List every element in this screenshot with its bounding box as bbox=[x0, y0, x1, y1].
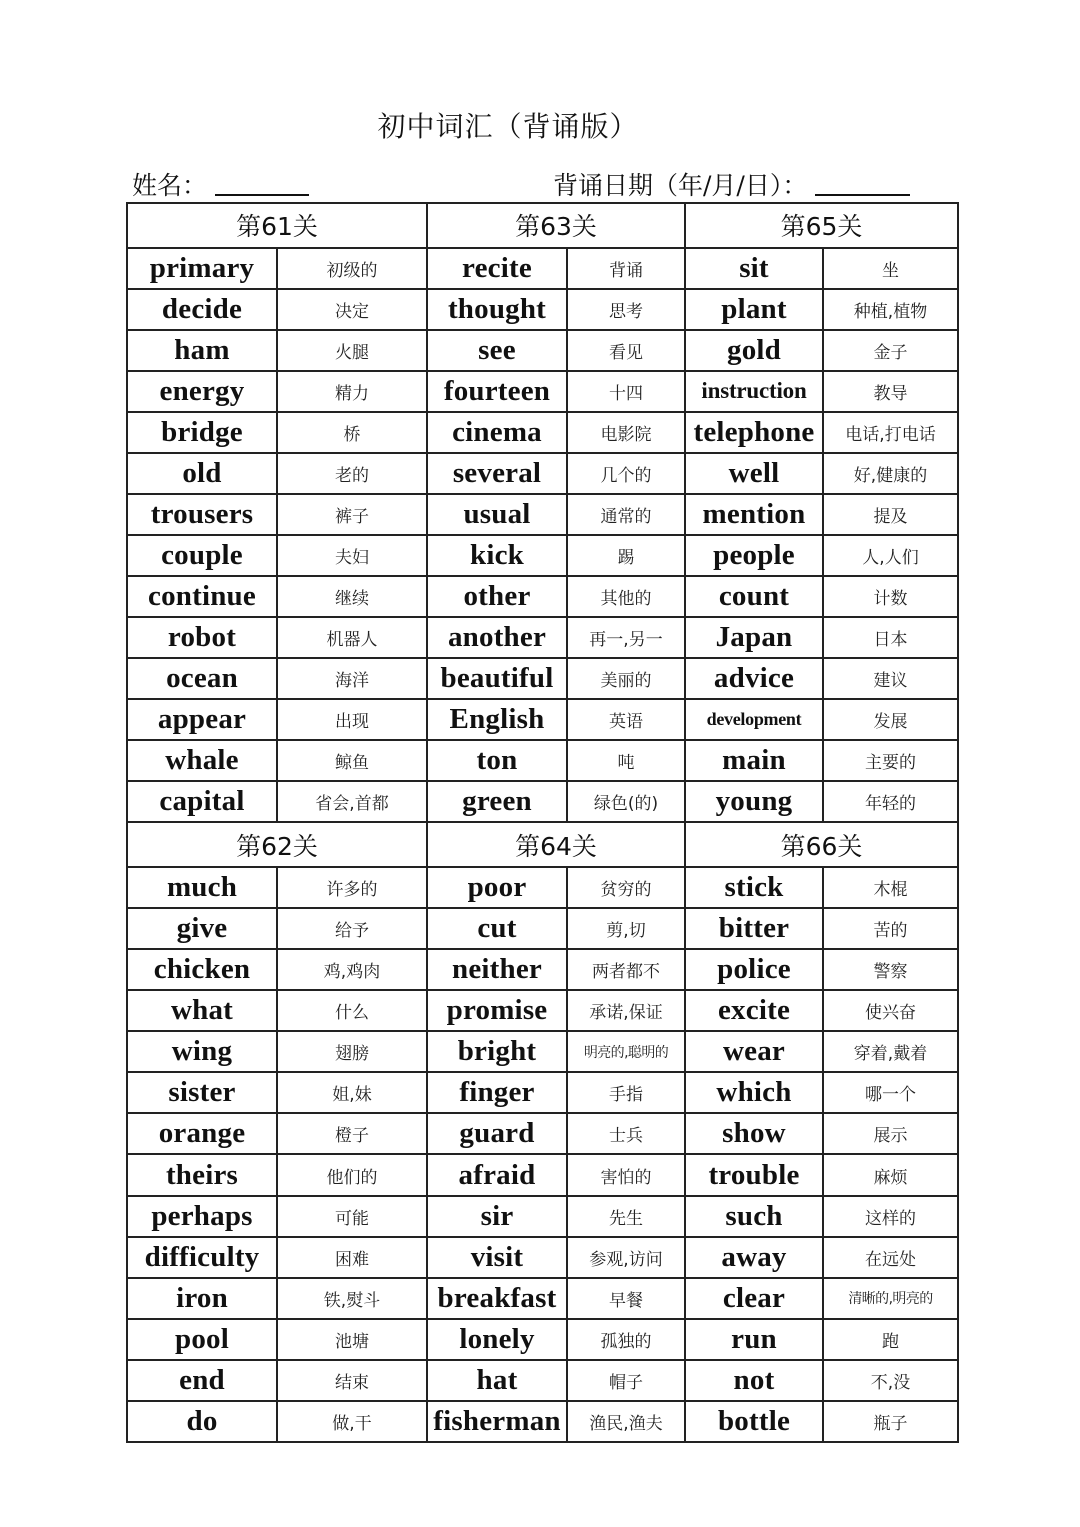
english-word: primary bbox=[127, 248, 277, 289]
table-row bbox=[127, 535, 958, 576]
english-word: what bbox=[127, 990, 277, 1031]
chinese-meaning: 木棍 bbox=[823, 867, 958, 908]
chinese-meaning: 做,干 bbox=[277, 1401, 427, 1442]
english-word: poor bbox=[427, 867, 567, 908]
english-word: instruction bbox=[685, 371, 823, 412]
chinese-meaning: 先生 bbox=[567, 1196, 685, 1237]
table-row bbox=[127, 1031, 958, 1072]
name-blank-line[interactable] bbox=[215, 194, 309, 196]
chinese-meaning: 桥 bbox=[277, 412, 427, 453]
english-word: end bbox=[127, 1360, 277, 1401]
table-row bbox=[127, 949, 958, 990]
english-word: sit bbox=[685, 248, 823, 289]
chinese-meaning: 精力 bbox=[277, 371, 427, 412]
chinese-meaning: 鸡,鸡肉 bbox=[277, 949, 427, 990]
chinese-meaning: 哪一个 bbox=[823, 1072, 958, 1113]
english-word: plant bbox=[685, 289, 823, 330]
chinese-meaning: 铁,熨斗 bbox=[277, 1278, 427, 1319]
english-word: young bbox=[685, 781, 823, 822]
table-row bbox=[127, 740, 958, 781]
english-word: telephone bbox=[685, 412, 823, 453]
chinese-meaning: 计数 bbox=[823, 576, 958, 617]
english-word: well bbox=[685, 453, 823, 494]
english-word: difficulty bbox=[127, 1237, 277, 1278]
chinese-meaning: 年轻的 bbox=[823, 781, 958, 822]
chinese-meaning: 许多的 bbox=[277, 867, 427, 908]
table-row bbox=[127, 371, 958, 412]
document-title: 初中词汇（背诵版） bbox=[377, 110, 639, 143]
chinese-meaning: 几个的 bbox=[567, 453, 685, 494]
english-word: capital bbox=[127, 781, 277, 822]
english-word: Japan bbox=[685, 617, 823, 658]
english-word: do bbox=[127, 1401, 277, 1442]
english-word: not bbox=[685, 1360, 823, 1401]
chinese-meaning: 翅膀 bbox=[277, 1031, 427, 1072]
chinese-meaning: 初级的 bbox=[277, 248, 427, 289]
level-header: 第61关 bbox=[127, 203, 427, 248]
date-field bbox=[553, 166, 910, 202]
chinese-meaning: 教导 bbox=[823, 371, 958, 412]
chinese-meaning: 早餐 bbox=[567, 1278, 685, 1319]
chinese-meaning: 结束 bbox=[277, 1360, 427, 1401]
table-row bbox=[127, 699, 958, 740]
chinese-meaning: 其他的 bbox=[567, 576, 685, 617]
chinese-meaning: 绿色(的) bbox=[567, 781, 685, 822]
english-word: kick bbox=[427, 535, 567, 576]
table-row bbox=[127, 1154, 958, 1195]
table-row bbox=[127, 248, 958, 289]
chinese-meaning: 手指 bbox=[567, 1072, 685, 1113]
chinese-meaning: 橙子 bbox=[277, 1113, 427, 1154]
chinese-meaning: 麻烦 bbox=[823, 1154, 958, 1195]
english-word: fourteen bbox=[427, 371, 567, 412]
chinese-meaning: 承诺,保证 bbox=[567, 990, 685, 1031]
chinese-meaning: 种植,植物 bbox=[823, 289, 958, 330]
chinese-meaning: 他们的 bbox=[277, 1154, 427, 1195]
english-word: mention bbox=[685, 494, 823, 535]
name-label: 姓名： bbox=[132, 171, 208, 200]
table-row bbox=[127, 1278, 958, 1319]
table-row bbox=[127, 576, 958, 617]
table-row bbox=[127, 1401, 958, 1442]
table-row bbox=[127, 781, 958, 822]
english-word: energy bbox=[127, 371, 277, 412]
english-word: ton bbox=[427, 740, 567, 781]
english-word: such bbox=[685, 1196, 823, 1237]
english-word: see bbox=[427, 330, 567, 371]
chinese-meaning: 继续 bbox=[277, 576, 427, 617]
english-word: decide bbox=[127, 289, 277, 330]
table-row bbox=[127, 412, 958, 453]
english-word: trouble bbox=[685, 1154, 823, 1195]
chinese-meaning: 苦的 bbox=[823, 908, 958, 949]
english-word: whale bbox=[127, 740, 277, 781]
english-word: hat bbox=[427, 1360, 567, 1401]
english-word: development bbox=[685, 699, 823, 740]
chinese-meaning: 提及 bbox=[823, 494, 958, 535]
chinese-meaning: 金子 bbox=[823, 330, 958, 371]
english-word: couple bbox=[127, 535, 277, 576]
chinese-meaning: 吨 bbox=[567, 740, 685, 781]
table-row bbox=[127, 494, 958, 535]
chinese-meaning: 贫穷的 bbox=[567, 867, 685, 908]
english-word: main bbox=[685, 740, 823, 781]
chinese-meaning: 看见 bbox=[567, 330, 685, 371]
chinese-meaning: 人,人们 bbox=[823, 535, 958, 576]
english-word: appear bbox=[127, 699, 277, 740]
chinese-meaning: 美丽的 bbox=[567, 658, 685, 699]
chinese-meaning: 十四 bbox=[567, 371, 685, 412]
english-word: advice bbox=[685, 658, 823, 699]
english-word: bottle bbox=[685, 1401, 823, 1442]
english-word: sister bbox=[127, 1072, 277, 1113]
chinese-meaning: 士兵 bbox=[567, 1113, 685, 1154]
chinese-meaning: 裤子 bbox=[277, 494, 427, 535]
english-word: away bbox=[685, 1237, 823, 1278]
english-word: recite bbox=[427, 248, 567, 289]
chinese-meaning: 两者都不 bbox=[567, 949, 685, 990]
chinese-meaning: 不,没 bbox=[823, 1360, 958, 1401]
english-word: run bbox=[685, 1319, 823, 1360]
table-row bbox=[127, 1072, 958, 1113]
chinese-meaning: 踢 bbox=[567, 535, 685, 576]
english-word: give bbox=[127, 908, 277, 949]
english-word: beautiful bbox=[427, 658, 567, 699]
english-word: other bbox=[427, 576, 567, 617]
english-word: count bbox=[685, 576, 823, 617]
chinese-meaning: 跑 bbox=[823, 1319, 958, 1360]
english-word: sir bbox=[427, 1196, 567, 1237]
chinese-meaning: 坐 bbox=[823, 248, 958, 289]
english-word: theirs bbox=[127, 1154, 277, 1195]
table-row bbox=[127, 658, 958, 699]
chinese-meaning: 害怕的 bbox=[567, 1154, 685, 1195]
english-word: clear bbox=[685, 1278, 823, 1319]
chinese-meaning: 英语 bbox=[567, 699, 685, 740]
english-word: neither bbox=[427, 949, 567, 990]
table-row bbox=[127, 908, 958, 949]
chinese-meaning: 主要的 bbox=[823, 740, 958, 781]
level-header-row bbox=[127, 203, 958, 248]
english-word: robot bbox=[127, 617, 277, 658]
english-word: old bbox=[127, 453, 277, 494]
chinese-meaning: 电话,打电话 bbox=[823, 412, 958, 453]
chinese-meaning: 使兴奋 bbox=[823, 990, 958, 1031]
english-word: stick bbox=[685, 867, 823, 908]
english-word: bitter bbox=[685, 908, 823, 949]
english-word: visit bbox=[427, 1237, 567, 1278]
english-word: show bbox=[685, 1113, 823, 1154]
chinese-meaning: 明亮的,聪明的 bbox=[567, 1031, 685, 1072]
chinese-meaning: 思考 bbox=[567, 289, 685, 330]
chinese-meaning: 日本 bbox=[823, 617, 958, 658]
english-word: cinema bbox=[427, 412, 567, 453]
chinese-meaning: 可能 bbox=[277, 1196, 427, 1237]
level-header: 第66关 bbox=[685, 822, 958, 867]
chinese-meaning: 姐,妹 bbox=[277, 1072, 427, 1113]
level-header: 第62关 bbox=[127, 822, 427, 867]
english-word: finger bbox=[427, 1072, 567, 1113]
table-row bbox=[127, 1196, 958, 1237]
english-word: continue bbox=[127, 576, 277, 617]
vocabulary-table bbox=[126, 202, 959, 1443]
table-row bbox=[127, 617, 958, 658]
chinese-meaning: 孤独的 bbox=[567, 1319, 685, 1360]
english-word: ham bbox=[127, 330, 277, 371]
chinese-meaning: 鲸鱼 bbox=[277, 740, 427, 781]
name-field bbox=[132, 166, 309, 202]
table-row bbox=[127, 990, 958, 1031]
english-word: green bbox=[427, 781, 567, 822]
date-label: 背诵日期（年/月/日）： bbox=[553, 171, 808, 200]
chinese-meaning: 这样的 bbox=[823, 1196, 958, 1237]
chinese-meaning: 决定 bbox=[277, 289, 427, 330]
english-word: afraid bbox=[427, 1154, 567, 1195]
english-word: orange bbox=[127, 1113, 277, 1154]
chinese-meaning: 发展 bbox=[823, 699, 958, 740]
english-word: usual bbox=[427, 494, 567, 535]
chinese-meaning: 什么 bbox=[277, 990, 427, 1031]
chinese-meaning: 池塘 bbox=[277, 1319, 427, 1360]
chinese-meaning: 渔民,渔夫 bbox=[567, 1401, 685, 1442]
table-row bbox=[127, 1113, 958, 1154]
date-blank-line[interactable] bbox=[815, 194, 910, 196]
english-word: which bbox=[685, 1072, 823, 1113]
chinese-meaning: 机器人 bbox=[277, 617, 427, 658]
english-word: breakfast bbox=[427, 1278, 567, 1319]
english-word: wear bbox=[685, 1031, 823, 1072]
chinese-meaning: 帽子 bbox=[567, 1360, 685, 1401]
chinese-meaning: 通常的 bbox=[567, 494, 685, 535]
chinese-meaning: 参观,访问 bbox=[567, 1237, 685, 1278]
english-word: English bbox=[427, 699, 567, 740]
chinese-meaning: 给予 bbox=[277, 908, 427, 949]
chinese-meaning: 背诵 bbox=[567, 248, 685, 289]
chinese-meaning: 警察 bbox=[823, 949, 958, 990]
chinese-meaning: 瓶子 bbox=[823, 1401, 958, 1442]
english-word: several bbox=[427, 453, 567, 494]
english-word: people bbox=[685, 535, 823, 576]
chinese-meaning: 好,健康的 bbox=[823, 453, 958, 494]
chinese-meaning: 火腿 bbox=[277, 330, 427, 371]
chinese-meaning: 困难 bbox=[277, 1237, 427, 1278]
table-row bbox=[127, 1360, 958, 1401]
english-word: fisherman bbox=[427, 1401, 567, 1442]
table-row bbox=[127, 289, 958, 330]
level-header-row bbox=[127, 822, 958, 867]
chinese-meaning: 省会,首都 bbox=[277, 781, 427, 822]
english-word: another bbox=[427, 617, 567, 658]
chinese-meaning: 老的 bbox=[277, 453, 427, 494]
chinese-meaning: 清晰的,明亮的 bbox=[823, 1278, 958, 1319]
english-word: iron bbox=[127, 1278, 277, 1319]
english-word: cut bbox=[427, 908, 567, 949]
table-row bbox=[127, 867, 958, 908]
english-word: thought bbox=[427, 289, 567, 330]
level-header: 第65关 bbox=[685, 203, 958, 248]
english-word: gold bbox=[685, 330, 823, 371]
english-word: excite bbox=[685, 990, 823, 1031]
chinese-meaning: 在远处 bbox=[823, 1237, 958, 1278]
chinese-meaning: 穿着,戴着 bbox=[823, 1031, 958, 1072]
table-row bbox=[127, 1237, 958, 1278]
english-word: bridge bbox=[127, 412, 277, 453]
english-word: pool bbox=[127, 1319, 277, 1360]
english-word: much bbox=[127, 867, 277, 908]
vocabulary-table-body bbox=[127, 203, 958, 1442]
chinese-meaning: 展示 bbox=[823, 1113, 958, 1154]
english-word: lonely bbox=[427, 1319, 567, 1360]
english-word: chicken bbox=[127, 949, 277, 990]
table-row bbox=[127, 1319, 958, 1360]
table-row bbox=[127, 330, 958, 371]
english-word: perhaps bbox=[127, 1196, 277, 1237]
table-row bbox=[127, 453, 958, 494]
chinese-meaning: 海洋 bbox=[277, 658, 427, 699]
english-word: promise bbox=[427, 990, 567, 1031]
chinese-meaning: 建议 bbox=[823, 658, 958, 699]
english-word: wing bbox=[127, 1031, 277, 1072]
chinese-meaning: 出现 bbox=[277, 699, 427, 740]
chinese-meaning: 夫妇 bbox=[277, 535, 427, 576]
chinese-meaning: 电影院 bbox=[567, 412, 685, 453]
chinese-meaning: 再一,另一 bbox=[567, 617, 685, 658]
english-word: ocean bbox=[127, 658, 277, 699]
chinese-meaning: 剪,切 bbox=[567, 908, 685, 949]
english-word: bright bbox=[427, 1031, 567, 1072]
level-header: 第63关 bbox=[427, 203, 685, 248]
english-word: police bbox=[685, 949, 823, 990]
english-word: trousers bbox=[127, 494, 277, 535]
level-header: 第64关 bbox=[427, 822, 685, 867]
english-word: guard bbox=[427, 1113, 567, 1154]
